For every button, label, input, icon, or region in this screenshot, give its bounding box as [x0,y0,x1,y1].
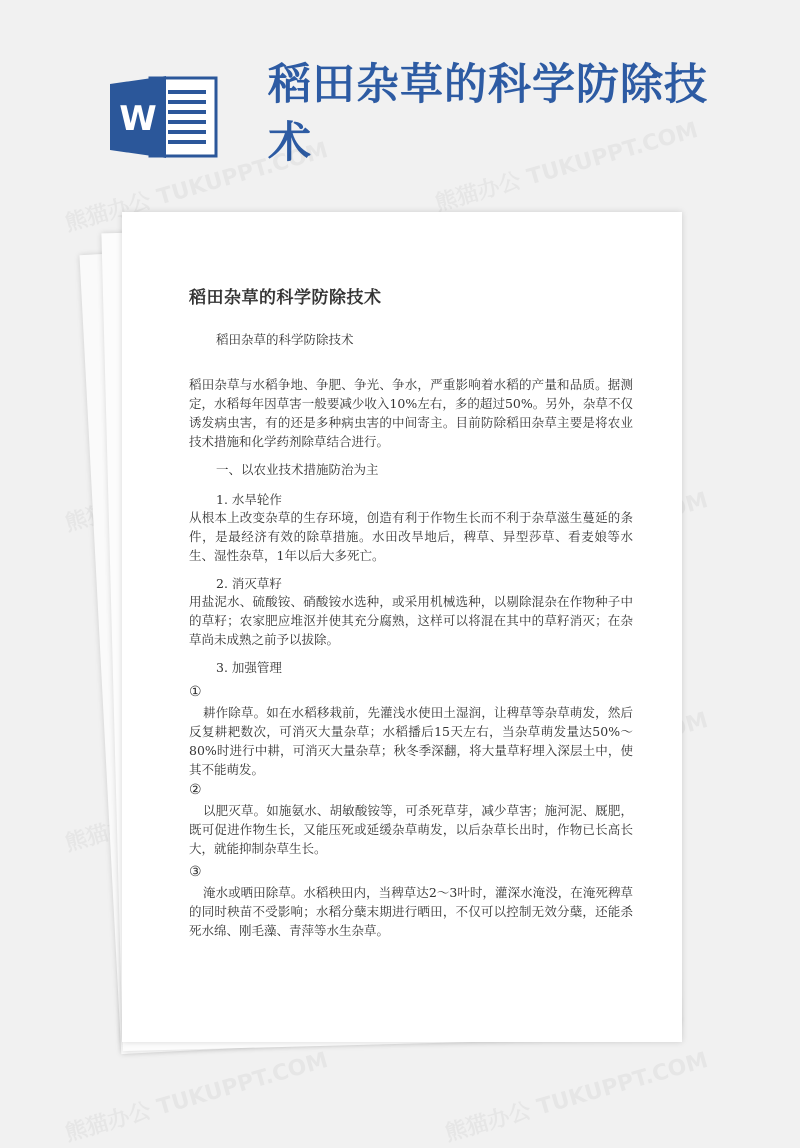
header [0,0,800,210]
watermark [441,1043,711,1148]
intro-paragraph: 稻田杂草与水稻争地、争肥、争光、争水，严重影响着水稻的产量和品质。据测定，水稻每年因草害一般要减少收入10%左右，多的超过50%。另外，杂草不仅诱发病虫害，有的还是多种病虫害的中间寄主。目前防除稻田杂草主要是将农业技术措施和化学药剂除草结合进行。 [189,377,633,449]
word-logo-letter: W [119,99,157,139]
list-marker: ① [189,684,202,700]
list-marker: ② [189,782,202,798]
list-paragraph: 以肥灭草。如施氨水、胡敏酸铵等，可杀死草芽，减少草害；施河泥、厩肥，既可促进作物生长，又能压死或延缓杂草萌发，以后杂草长出时，作物已长高长大，就能抑制杂草生长。 [189,803,633,856]
item-heading: 1. 水旱轮作 [216,492,282,507]
list-marker: ③ [189,864,202,880]
document-subtitle: 稻田杂草的科学防除技术 [216,332,354,347]
item-paragraph: 从根本上改变杂草的生存环境，创造有利于作物生长而不利于杂草滋生蔓延的条件，是最经济有效的除草措施。水田改旱地后，稗草、异型莎草、看麦娘等水生、湿性杂草，1年以后大多死亡。 [189,510,633,563]
page-title: 稻田杂草的科学防除技术 [268,60,708,168]
item-heading: 2. 消灭草籽 [216,576,282,591]
section-heading: 一、以农业技术措施防治为主 [216,462,379,477]
list-paragraph: 耕作除草。如在水稻移栽前，先灌浅水使田土湿润，让稗草等杂草萌发，然后反复耕耙数次，可消灭大量杂草；水稻播后15天左右，当杂草萌发量达50%～80%时进行中耕，可消灭大量杂草；秋冬季深翻，将大量草籽埋入深层土中，使其不能萌发。 [189,705,633,777]
word-document-icon [110,76,218,158]
item-heading: 3. 加强管理 [216,660,282,675]
item-paragraph: 用盐泥水、硫酸铵、硝酸铵水选种，或采用机械选种，以剔除混杂在作物种子中的草籽；农家肥应堆沤并使其充分腐熟，这样可以将混在其中的草籽消灭；在杂草尚未成熟之前予以拔除。 [189,594,633,647]
watermark [61,1043,331,1148]
document-title: 稻田杂草的科学防除技术 [189,288,382,308]
list-paragraph: 淹水或晒田除草。水稻秧田内，当稗草达2～3叶时，灌深水淹没，在淹死稗草的同时秧苗不受影响；水稻分蘖末期进行晒田，不仅可以控制无效分蘖，还能杀死水绵、刚毛藻、青萍等水生杂草。 [189,885,633,938]
